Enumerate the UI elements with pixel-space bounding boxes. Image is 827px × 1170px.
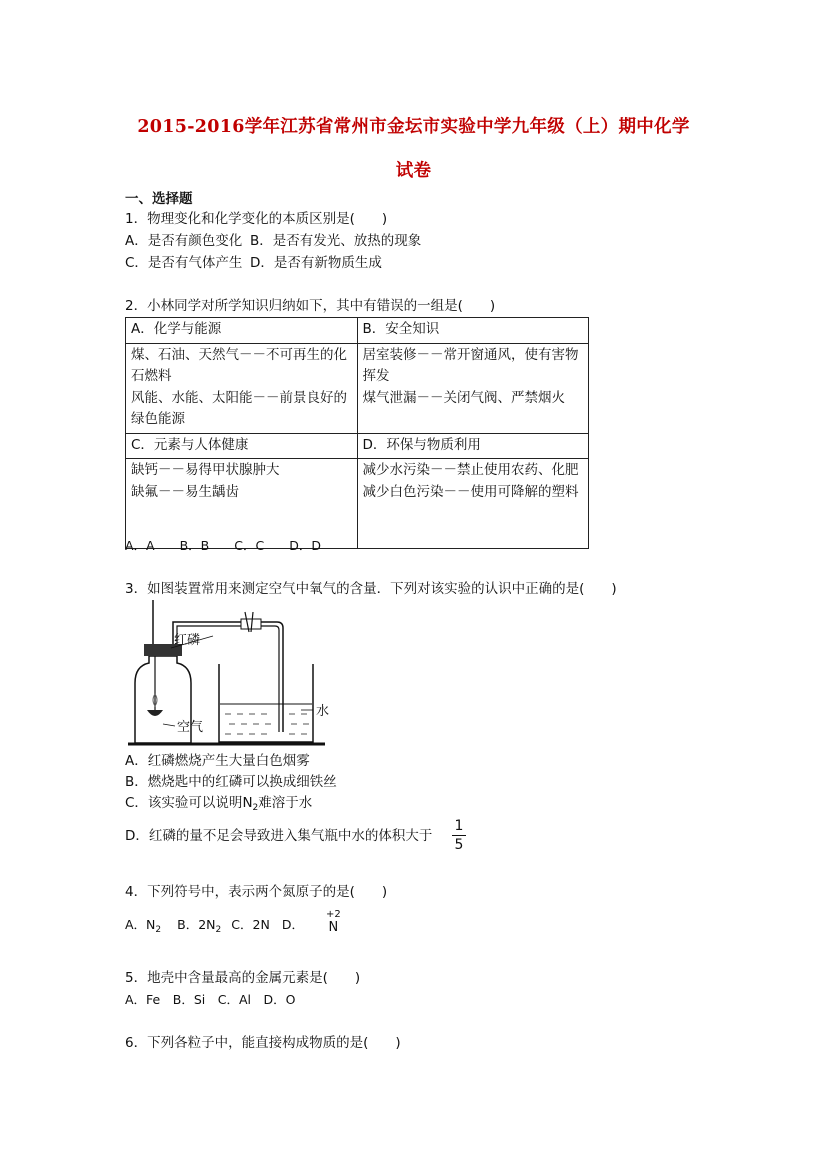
- q6-stem: 6．下列各粒子中，能直接构成物质的是( ): [125, 1035, 401, 1051]
- page-title: 2015-2016学年江苏省常州市金坛市实验中学九年级（上）期中化学: [137, 117, 690, 137]
- q3-option-b: B．燃烧匙中的红磷可以换成细铁丝: [125, 774, 337, 790]
- q2-cell-b-head: B．安全知识: [357, 318, 589, 344]
- valence-mark: +2: [326, 909, 341, 920]
- q5-stem: 5．地壳中含量最高的金属元素是( ): [125, 970, 361, 986]
- fraction-bar: [452, 835, 466, 836]
- q3-option-c: [125, 794, 312, 817]
- q5-options: A．Fe B．Si C．Al D．O: [125, 992, 296, 1007]
- q1-option-c: C．是否有气体产生: [125, 255, 243, 271]
- water-pattern: [225, 714, 309, 734]
- q1-option-b: B．是否有发光、放热的现象: [250, 233, 422, 249]
- fraction-denominator: 5: [454, 837, 464, 853]
- q2-b-line1: 居室装修－－常开窗通风，使有害物挥发: [362, 346, 579, 384]
- q2-a-line1: 煤、石油、天然气－－不可再生的化石燃料: [131, 346, 347, 384]
- page-title-line2: 试卷: [395, 161, 432, 181]
- fraction-numerator: 1: [454, 818, 464, 834]
- q3-option-a: A．红磷燃烧产生大量白色烟雾: [125, 753, 310, 769]
- q2-a-line2: 风能、水能、太阳能－－前景良好的绿色能源: [131, 389, 347, 427]
- fraction-one-fifth: [452, 818, 466, 853]
- q4-option-a-sub: 2: [155, 925, 162, 935]
- q4-options: [125, 916, 304, 939]
- q2-options: A．A B．B C．C D．D: [125, 538, 321, 553]
- q2-cell-c-head: C．元素与人体健康: [126, 433, 358, 459]
- q1-options-row1: [125, 232, 421, 250]
- nitrogen-symbol: N: [328, 920, 339, 935]
- q4-option-d: D．: [281, 917, 304, 932]
- q1-option-a: A．是否有颜色变化: [125, 233, 243, 249]
- q2-d-line2: 减少白色污染－－使用可降解的塑料: [362, 483, 579, 500]
- section-heading: 一、选择题: [125, 191, 193, 207]
- q2-cell-c-body: [126, 459, 358, 549]
- q4-option-b: B．2N: [177, 917, 216, 932]
- label-red-phosphorus: 红磷: [174, 633, 201, 648]
- q2-table: [125, 317, 589, 549]
- q2-cell-a-body: [126, 343, 358, 433]
- q2-cell-b-body: [357, 343, 589, 433]
- n2-subscript: 2: [252, 803, 259, 813]
- q4-option-d-symbol: [326, 908, 341, 934]
- q3-option-d: D．红磷的量不足会导致进入集气瓶中水的体积大于: [125, 828, 433, 844]
- q3-apparatus-figure: [125, 598, 340, 748]
- q2-stem: 2．小林同学对所学知识归纳如下，其中有错误的一组是( ): [125, 298, 496, 314]
- n2-symbol: N: [242, 795, 253, 811]
- q4-stem: 4．下列符号中，表示两个氮原子的是( ): [125, 884, 388, 900]
- q2-d-line1: 减少水污染－－禁止使用农药、化肥: [362, 462, 579, 478]
- q3-stem: 3．如图装置常用来测定空气中氧气的含量．下列对该实验的认识中正确的是( ): [125, 581, 617, 597]
- q2-b-line2: 煤气泄漏－－关闭气阀、严禁烟火: [362, 389, 565, 406]
- label-air: 空气: [177, 720, 204, 735]
- q2-cell-d-body: [357, 459, 589, 549]
- q1-option-d: D．是否有新物质生成: [250, 255, 382, 271]
- q2-c-line1: 缺钙－－易得甲状腺肿大: [131, 462, 280, 478]
- q1-options-row2: [125, 254, 382, 272]
- q2-cell-a-head: A．化学与能源: [126, 318, 358, 344]
- q3-option-c-pre: C．该实验可以说明: [125, 795, 243, 811]
- q1-stem: 1．物理变化和化学变化的本质区别是( ): [125, 211, 388, 227]
- q2-cell-d-head: D．环保与物质利用: [357, 433, 589, 459]
- q4-option-b-sub: 2: [215, 925, 222, 935]
- combustion-spoon: [147, 710, 163, 716]
- beaker: [219, 664, 313, 742]
- air-leader: [163, 724, 175, 726]
- q4-option-a: A．N: [125, 917, 156, 932]
- q2-c-line2: 缺氟－－易生龋齿: [131, 483, 239, 500]
- q4-option-c: C．2N: [231, 917, 270, 932]
- q3-option-c-post: 难溶于水: [258, 795, 313, 811]
- label-water: 水: [316, 704, 330, 719]
